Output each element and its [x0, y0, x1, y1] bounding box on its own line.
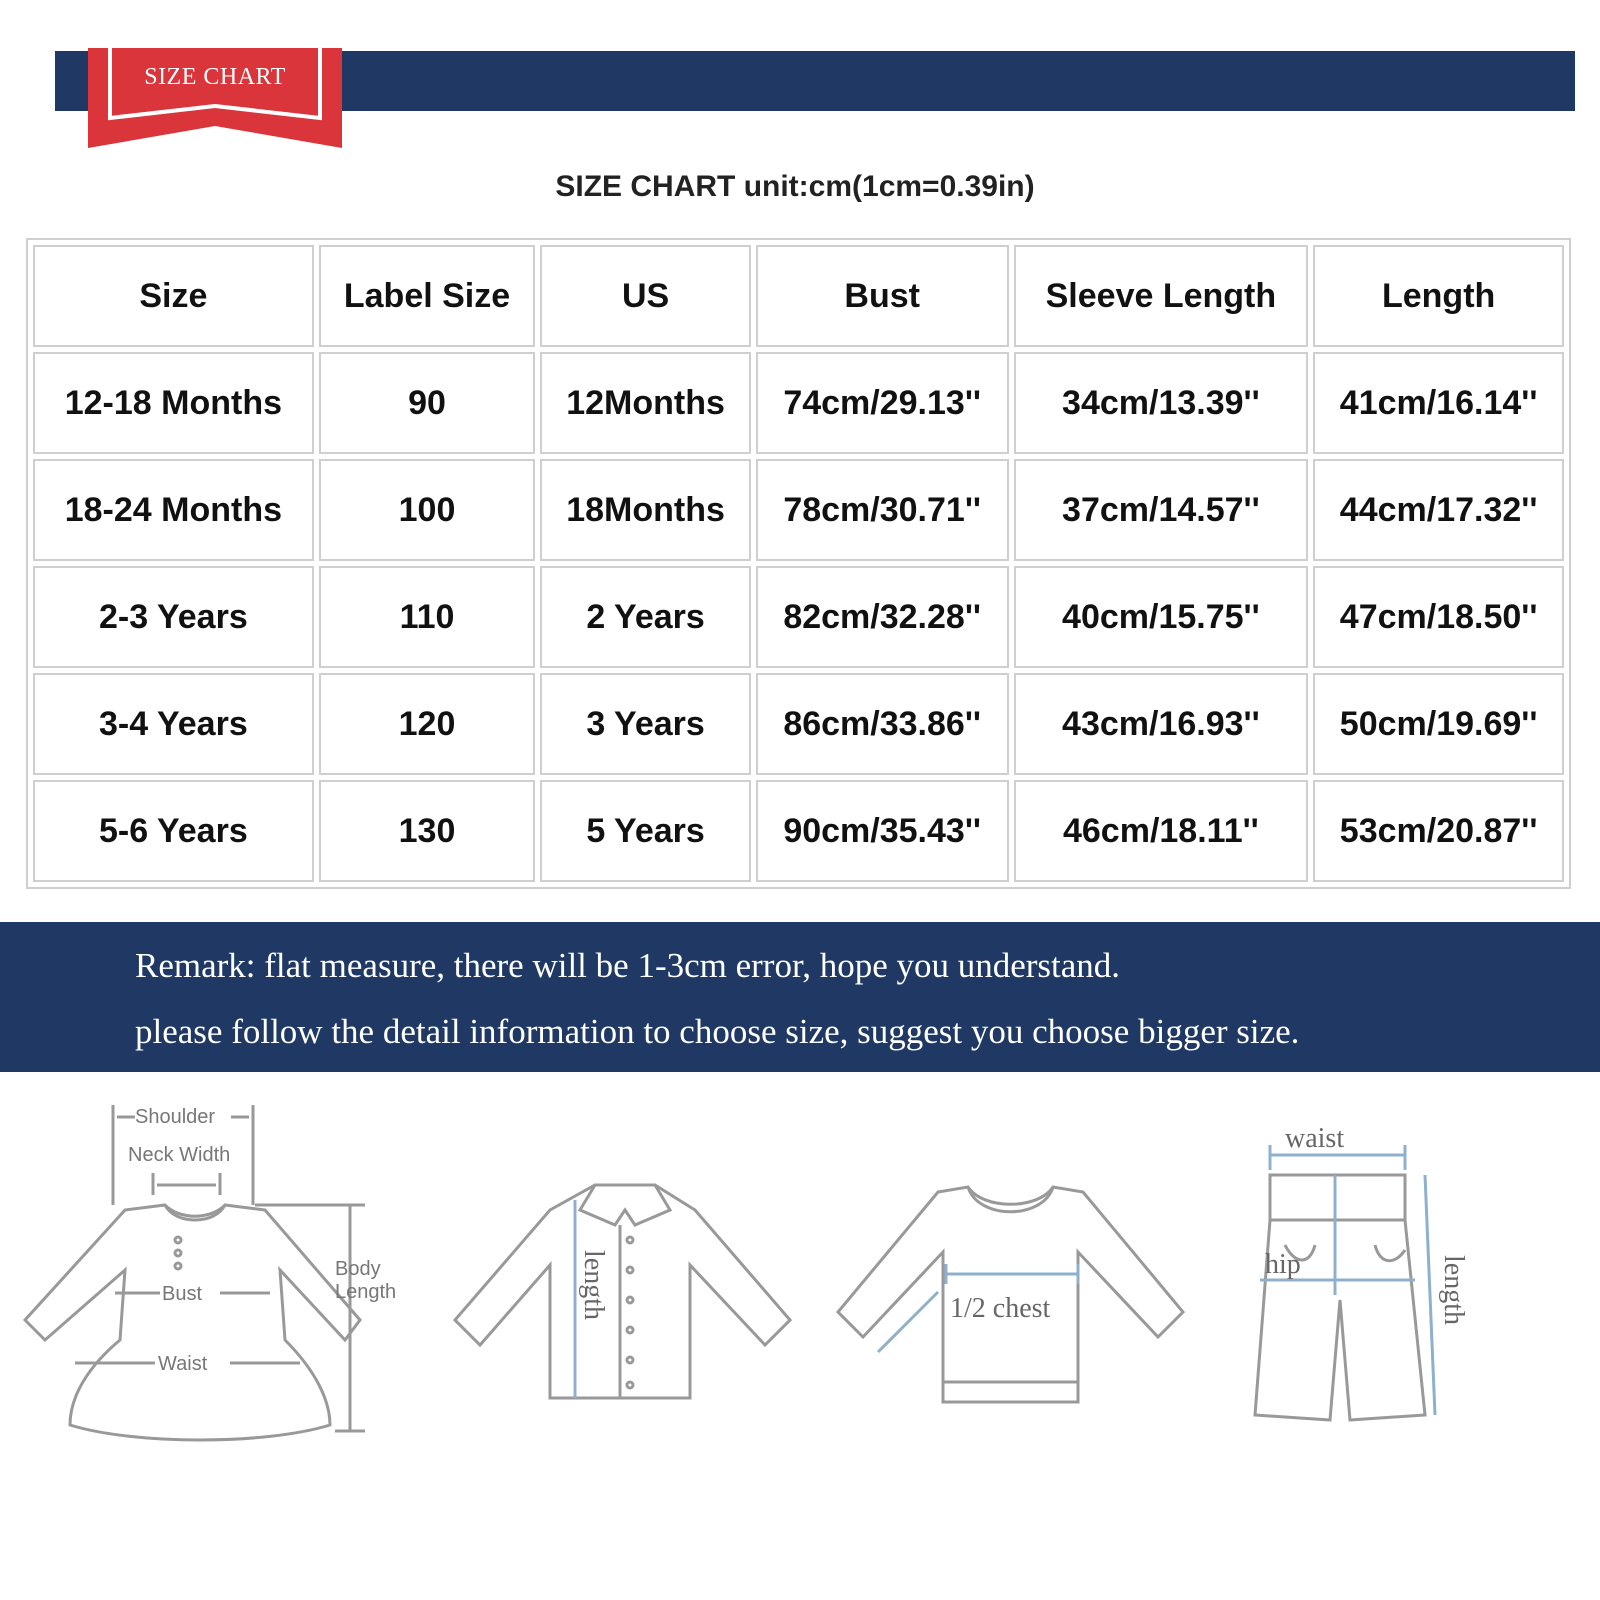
cell-size: 12-18 Months: [33, 352, 314, 454]
cell-label-size: 100: [319, 459, 536, 561]
cell-us: 12Months: [540, 352, 751, 454]
pants-length-label: length: [1438, 1255, 1469, 1325]
cell-label-size: 110: [319, 566, 536, 668]
pants-waist-label: waist: [1285, 1123, 1345, 1154]
cell-us: 5 Years: [540, 780, 751, 882]
pants-measurement-diagram: [1255, 1125, 1495, 1440]
cell-bust: 90cm/35.43'': [756, 780, 1009, 882]
table-row: [33, 780, 1564, 882]
cell-label-size: 130: [319, 780, 536, 882]
cell-length: 50cm/19.69'': [1313, 673, 1564, 775]
half-chest-label: 1/2 chest: [950, 1293, 1051, 1324]
waist-label: Waist: [158, 1353, 208, 1375]
table-row: [33, 566, 1564, 668]
cell-size: 5-6 Years: [33, 780, 314, 882]
body-length-label-2: Length: [335, 1281, 397, 1303]
cell-bust: 78cm/30.71'': [756, 459, 1009, 561]
cell-bust: 74cm/29.13'': [756, 352, 1009, 454]
shoulder-label: Shoulder: [135, 1106, 216, 1128]
neck-width-label: Neck Width: [128, 1144, 231, 1166]
bust-label: Bust: [162, 1283, 203, 1305]
cell-bust: 86cm/33.86'': [756, 673, 1009, 775]
cell-sleeve-length: 43cm/16.93'': [1014, 673, 1309, 775]
header-size: Size: [33, 245, 314, 347]
body-length-label-1: Body: [335, 1258, 381, 1280]
cell-bust: 82cm/32.28'': [756, 566, 1009, 668]
chart-title: SIZE CHART unit:cm(1cm=0.39in): [555, 170, 1035, 203]
cell-us: 3 Years: [540, 673, 751, 775]
pants-hip-label: hip: [1265, 1249, 1301, 1280]
header-sleeve-length: Sleeve Length: [1014, 245, 1309, 347]
cell-us: 18Months: [540, 459, 751, 561]
table-header-row: [33, 245, 1564, 347]
cell-length: 53cm/20.87'': [1313, 780, 1564, 882]
shirt-measurement-diagram: [455, 1180, 805, 1425]
cell-sleeve-length: 37cm/14.57'': [1014, 459, 1309, 561]
remark-band: [0, 922, 1600, 1072]
shirt-length-label: length: [578, 1250, 609, 1320]
cell-size: 2-3 Years: [33, 566, 314, 668]
size-chart-ribbon-badge: [88, 48, 342, 150]
cell-size: 3-4 Years: [33, 673, 314, 775]
remark-line-1: Remark: flat measure, there will be 1-3cm error, hope you understand.: [135, 946, 1121, 985]
cell-sleeve-length: 46cm/18.11'': [1014, 780, 1309, 882]
header-bust: Bust: [756, 245, 1009, 347]
size-table: [26, 238, 1571, 889]
header-length: Length: [1313, 245, 1564, 347]
cell-length: 47cm/18.50'': [1313, 566, 1564, 668]
table-row: [33, 352, 1564, 454]
dress-measurement-diagram: [15, 1095, 435, 1460]
cell-length: 41cm/16.14'': [1313, 352, 1564, 454]
header-label-size: Label Size: [319, 245, 536, 347]
sweater-measurement-diagram: [838, 1182, 1188, 1417]
cell-sleeve-length: 40cm/15.75'': [1014, 566, 1309, 668]
cell-label-size: 120: [319, 673, 536, 775]
table-row: [33, 459, 1564, 561]
cell-us: 2 Years: [540, 566, 751, 668]
ribbon-badge-text: SIZE CHART: [144, 64, 286, 90]
cell-size: 18-24 Months: [33, 459, 314, 561]
cell-sleeve-length: 34cm/13.39'': [1014, 352, 1309, 454]
table-row: [33, 673, 1564, 775]
cell-label-size: 90: [319, 352, 536, 454]
header-us: US: [540, 245, 751, 347]
cell-length: 44cm/17.32'': [1313, 459, 1564, 561]
remark-line-2: please follow the detail information to choose size, suggest you choose bigger size.: [135, 1012, 1300, 1051]
